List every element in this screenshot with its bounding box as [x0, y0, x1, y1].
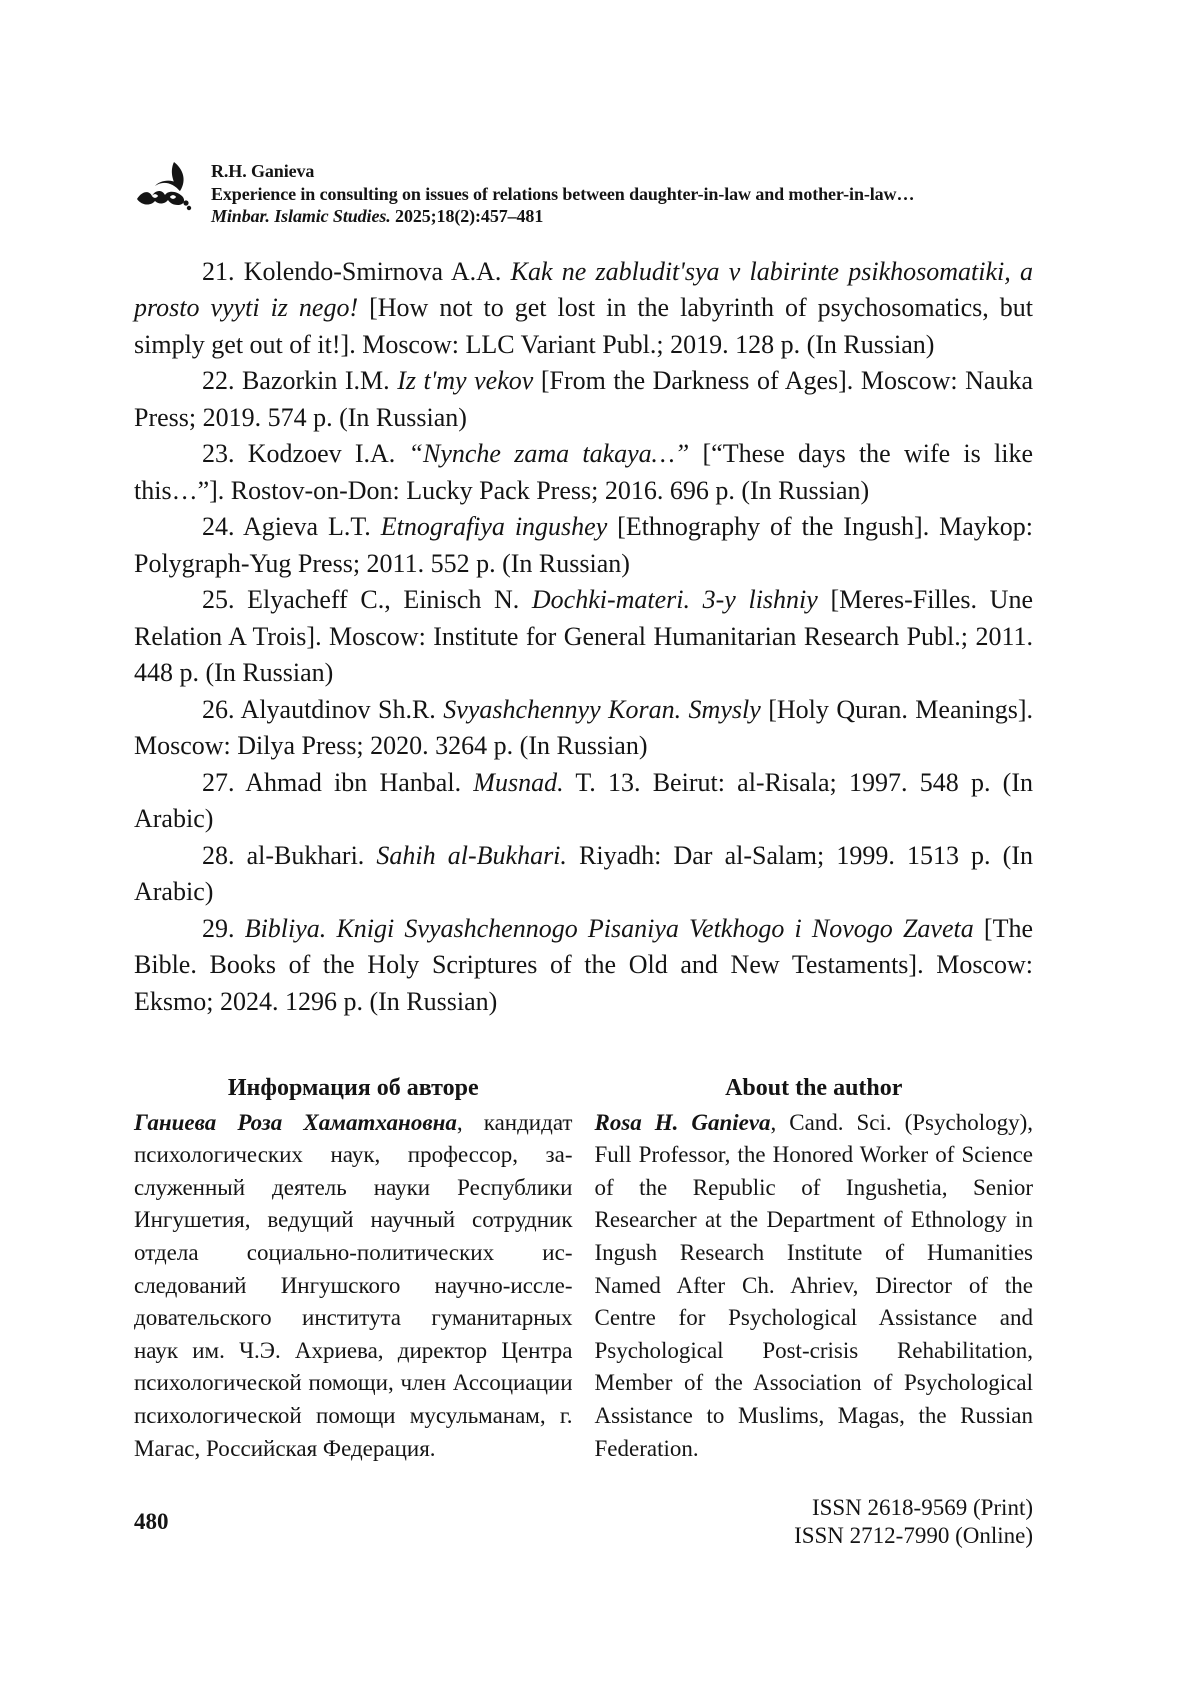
reference-item: 29. Bibliya. Knigi Svyashchennogo Pisaniya Vetkhogo i Novogo Zaveta [The Bible. Books of the Holy Scriptures of the Old and New Testaments]. Moscow: Eksmo; 2024. 1296 p. (In Russian) [134, 913, 1034, 1016]
author-info-en [595, 1072, 1034, 1465]
issn-online: ISSN 2712-7990 (Online) [794, 1523, 1033, 1549]
author-info-en-text: Rosa H. Ganieva, Cand. Sci. (Psychology), Full Professor, the Honored Worker of Science of the Republic of Ingushetia, Senior Researcher at the Department of Ethnology in Ingush Research Institute of Humanities Named After Ch. Ahriev, Director of the Centre for Psychological Assistance and Psychological Post-crisis Rehabilitation, Member of the Association of Psychological Assistance to Muslims, Magas, the Russian Federation. [594, 1109, 1033, 1461]
reference-item: 26. Alyautdinov Sh.R. Svyashchennyy Koran. Smysly [Holy Quran. Meanings]. Moscow: Dilya Press; 2020. 3264 p. (In Russian) [134, 694, 1033, 760]
references-list [134, 254, 1033, 1021]
journal-name: Minbar. Islamic Studies. [211, 206, 391, 226]
reference-item: 27. Ahmad ibn Hanbal. Musnad. T. 13. Beirut: al-Risala; 1997. 548 p. (In Arabic) [134, 767, 1033, 833]
page-number: 480 [134, 1509, 169, 1535]
reference-item: 28. al-Bukhari. Sahih al-Bukhari. Riyadh: Dar al-Salam; 1999. 1513 p. (In Arabic) [134, 840, 1033, 906]
author-info-en-heading: About the author [725, 1075, 903, 1101]
reference-item: 24. Agieva L.T. Etnografiya ingushey [Ethnography of the Ingush]. Maykop: Polygraph-Yug Press; 2011. 552 p. (In Russian) [134, 512, 1034, 578]
issn-block [794, 1494, 1033, 1550]
page-footer [134, 1494, 1033, 1550]
running-head-text [211, 160, 914, 228]
running-head-title: Experience in consulting on issues of relations between daughter-in-law and mother-in-law… [211, 183, 915, 204]
reference-item: 22. Bazorkin I.M. Iz t'my vekov [From the Darkness of Ages]. Moscow: Nauka Press; 2019. 574 p. (In Russian) [134, 366, 1033, 432]
reference-item: 25. Elyacheff C., Einisch N. Dochki-materi. 3-y lishniy [Meres-Filles. Une Relation A Trois]. Moscow: Institute for General Humanitarian Research Publ.; 2011. 448 p. (In Russian) [134, 585, 1033, 687]
about-the-author-section [134, 1072, 1033, 1465]
journal-logo-icon [134, 162, 192, 212]
page-content [134, 0, 1033, 1550]
running-head-citation [211, 205, 914, 228]
running-head [134, 160, 1033, 228]
author-info-ru [134, 1072, 573, 1465]
reference-item: 23. Kodzoev I.A. “Nynche zama takaya…” [“These days the wife is like this…”]. Rostov-on-Don: Lucky Pack Press; 2016. 696 p. (In Russian) [134, 439, 1033, 505]
issn-print: ISSN 2618-9569 (Print) [811, 1495, 1033, 1521]
citation-details: 2025;18(2):457–481 [390, 206, 544, 226]
author-info-ru-heading: Информация об авторе [227, 1075, 479, 1101]
running-head-author: R.H. Ganieva [211, 161, 315, 181]
author-info-ru-text: Ганиева Роза Хаматхановна, кандидат психологических наук, профессор, заслуженный деятель науки Республики Ингушетия, ведущий научный сотрудник отдела социально-политических исследований Ингушского научно-исследовательского института гуманитарных наук им. Ч.Э. Ахриева, директор Центра психологической помощи, член Ассоциации психологической помощи мусульманам, г. Магас, Российская Федерация. [134, 1109, 573, 1461]
reference-item: 21. Kolendo-Smirnova A.A. Kak ne zabludit'sya v labirinte psikhosomatiki, a prosto vyyti iz nego! [How not to get lost in the labyrinth of psychosomatics, but simply get out of it!]. Moscow: LLC Variant Publ.; 2019. 128 p. (In Russian) [134, 256, 1033, 359]
